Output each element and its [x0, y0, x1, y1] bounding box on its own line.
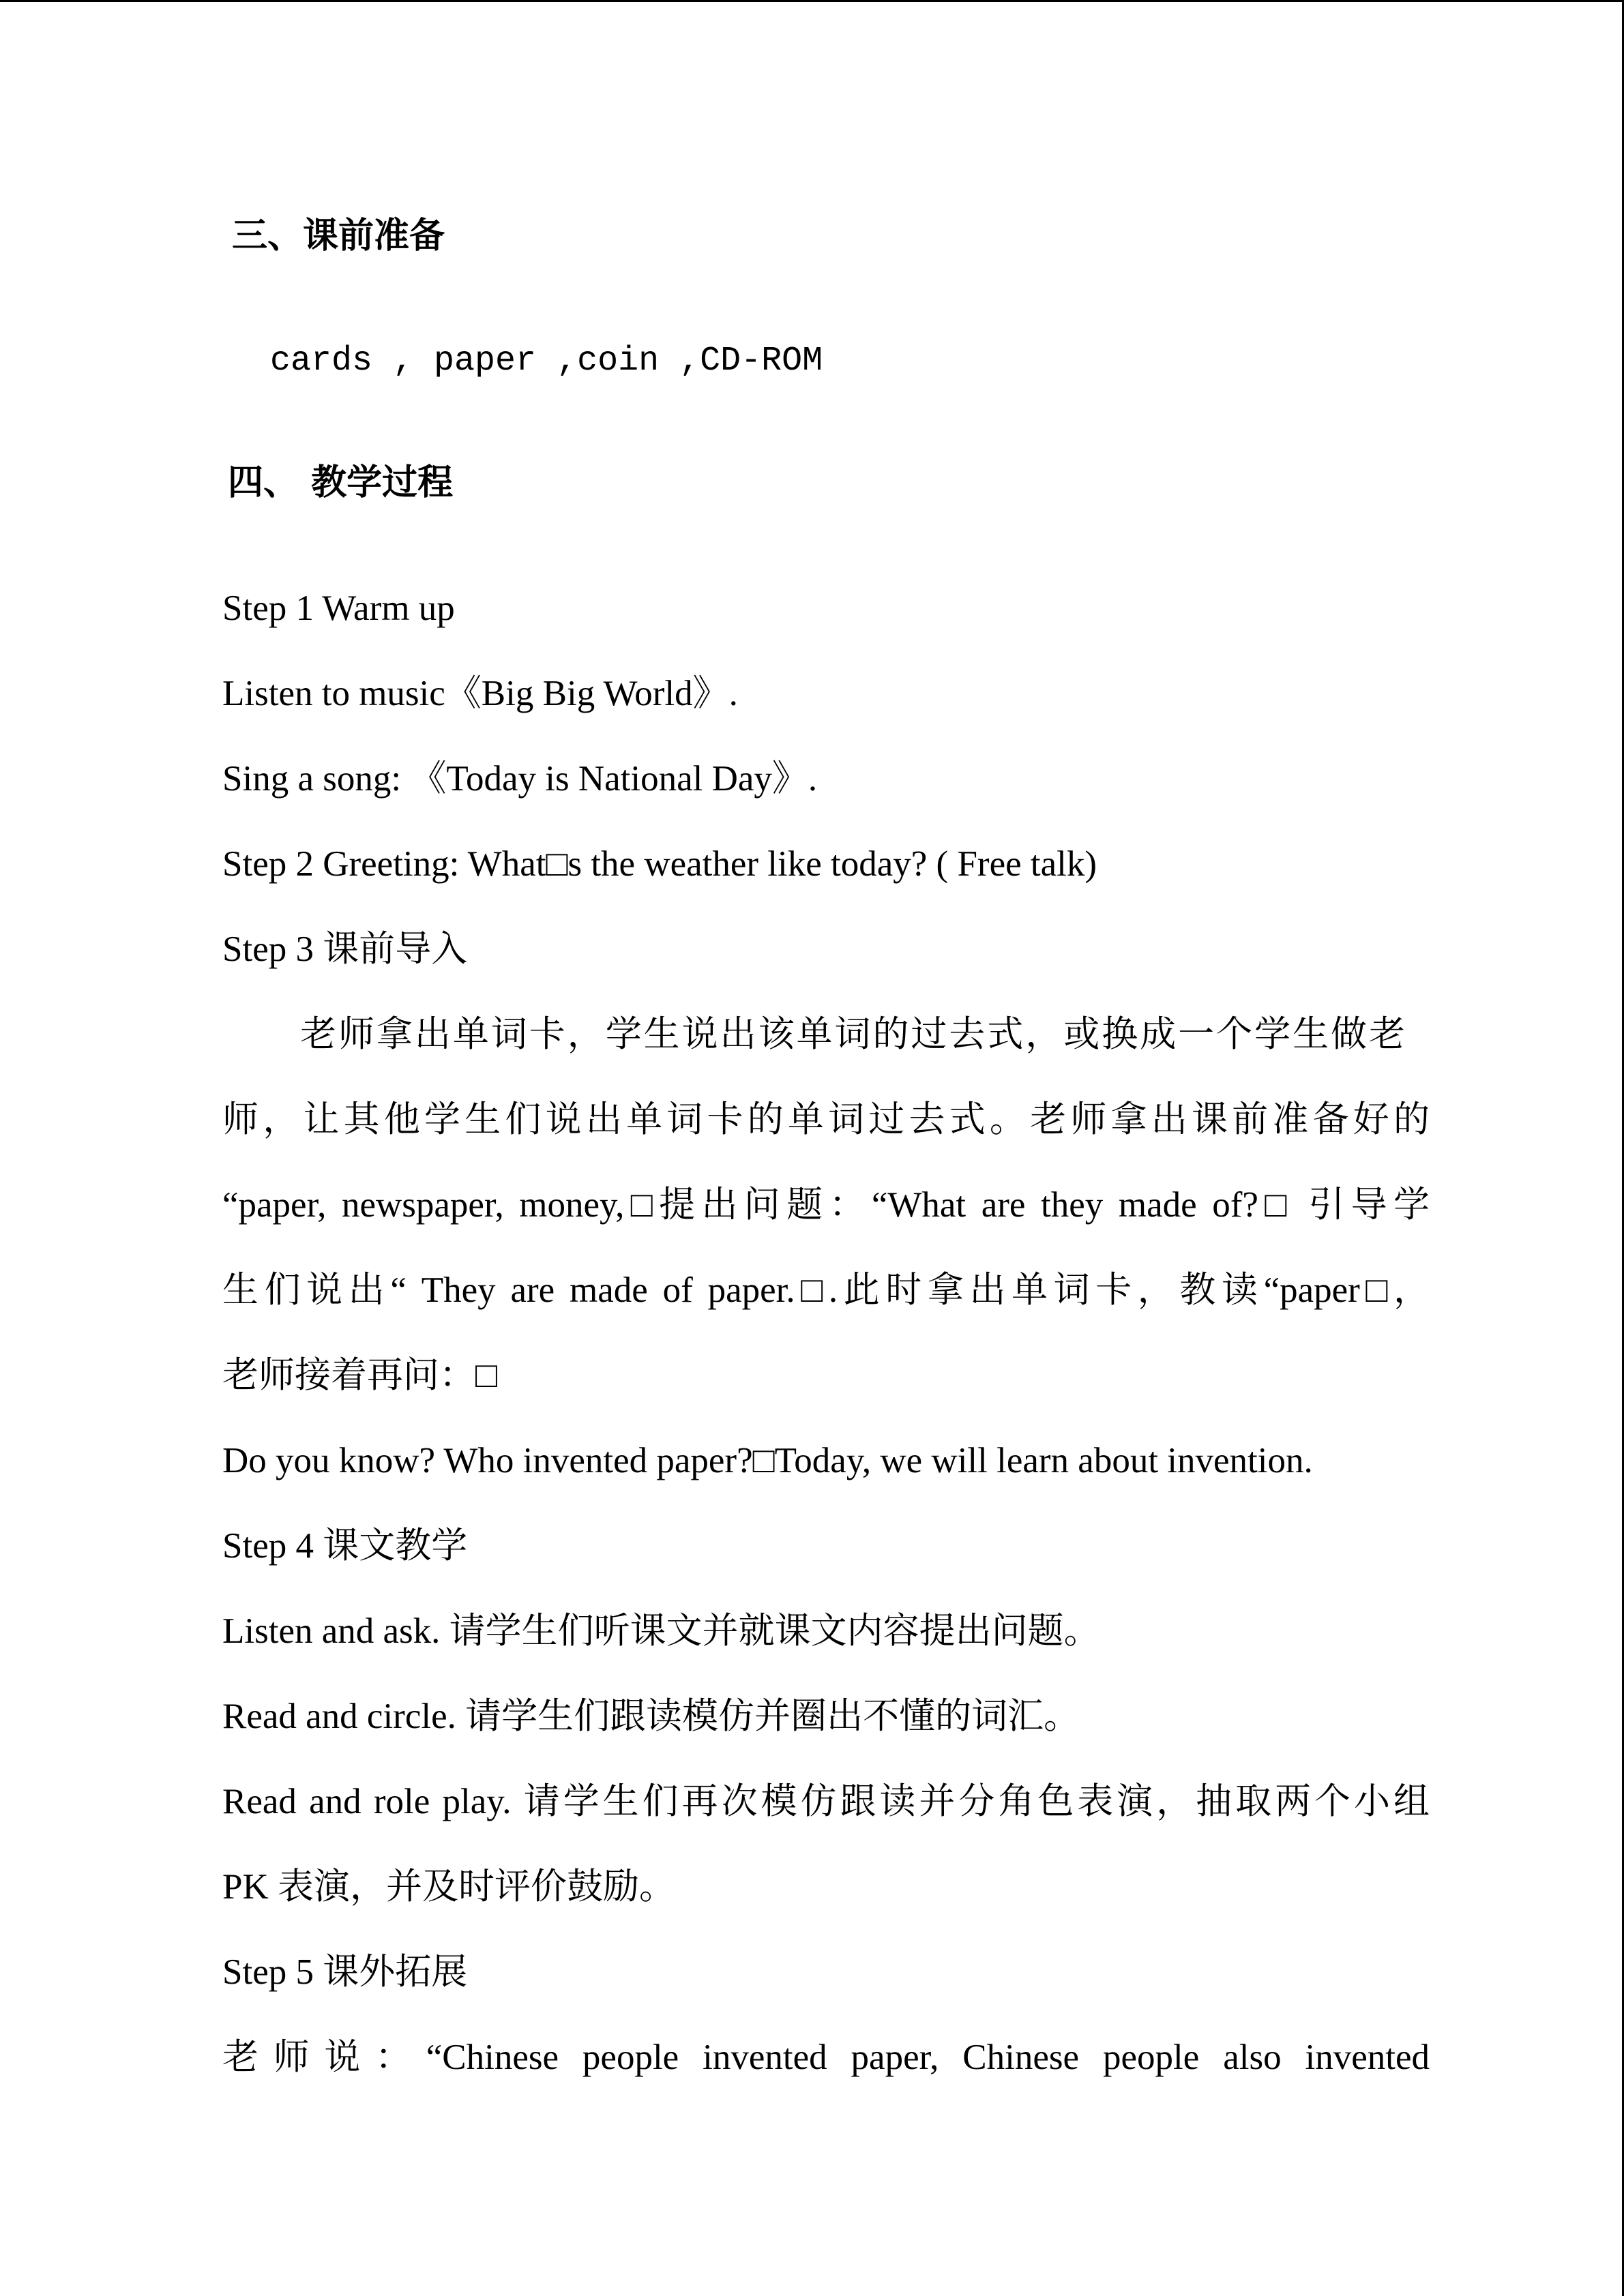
step-4-role-play-line-2: PK 表演，并及时评价鼓励。 [222, 1867, 676, 1907]
step-3-paragraph-line-2: 师，让其他学生们说出单词卡的单词过去式。老师拿出课前准备好的 [222, 1100, 1430, 1139]
step-3-question-line: Do you know? Who invented paper?□Today, we will learn about invention. [222, 1441, 1313, 1480]
materials-list: cards , paper ,coin ,CD-ROM [270, 342, 823, 381]
step-5-paragraph-line-1: 老师说：“Chinese people invented paper, Chinese people also invented [222, 2038, 1430, 2077]
page-top-border [0, 0, 1624, 2]
step-4-read-circle: Read and circle. 请学生们跟读模仿并圈出不懂的词汇。 [222, 1697, 1080, 1736]
step-2-greeting-line: Step 2 Greeting: What□s the weather like today? ( Free talk) [222, 844, 1097, 884]
section-heading-preparation: 三、课前准备 [232, 215, 445, 256]
step-3-paragraph-line-3: “paper, newspaper, money,□提出问题：“What are they made of?□ 引导学 [222, 1185, 1430, 1225]
step-4-role-play-line-1: Read and role play. 请学生们再次模仿跟读并分角色表演，抽取两个小组 [222, 1782, 1430, 1821]
step-3-paragraph-line-4: 生们说出“ They are made of paper.□.此时拿出单词卡，教读“paper□， [222, 1270, 1430, 1310]
step-3-paragraph-line-5: 老师接着再问：□ [222, 1356, 498, 1395]
step-4-listen-ask: Listen and ask. 请学生们听课文并就课文内容提出问题。 [222, 1611, 1100, 1651]
step-3-paragraph-line-1: 老师拿出单词卡，学生说出该单词的过去式，或换成一个学生做老 [300, 1015, 1405, 1054]
step-3-title: Step 3 课前导入 [222, 929, 468, 969]
step-4-title: Step 4 课文教学 [222, 1526, 468, 1566]
step-1-title: Step 1 Warm up [222, 588, 455, 628]
step-5-title: Step 5 课外拓展 [222, 1952, 468, 1992]
step-1-listen-line: Listen to music《Big Big World》. [222, 674, 738, 713]
step-1-sing-line: Sing a song: 《Today is National Day》. [222, 759, 818, 799]
section-heading-process: 四、 教学过程 [228, 462, 454, 503]
